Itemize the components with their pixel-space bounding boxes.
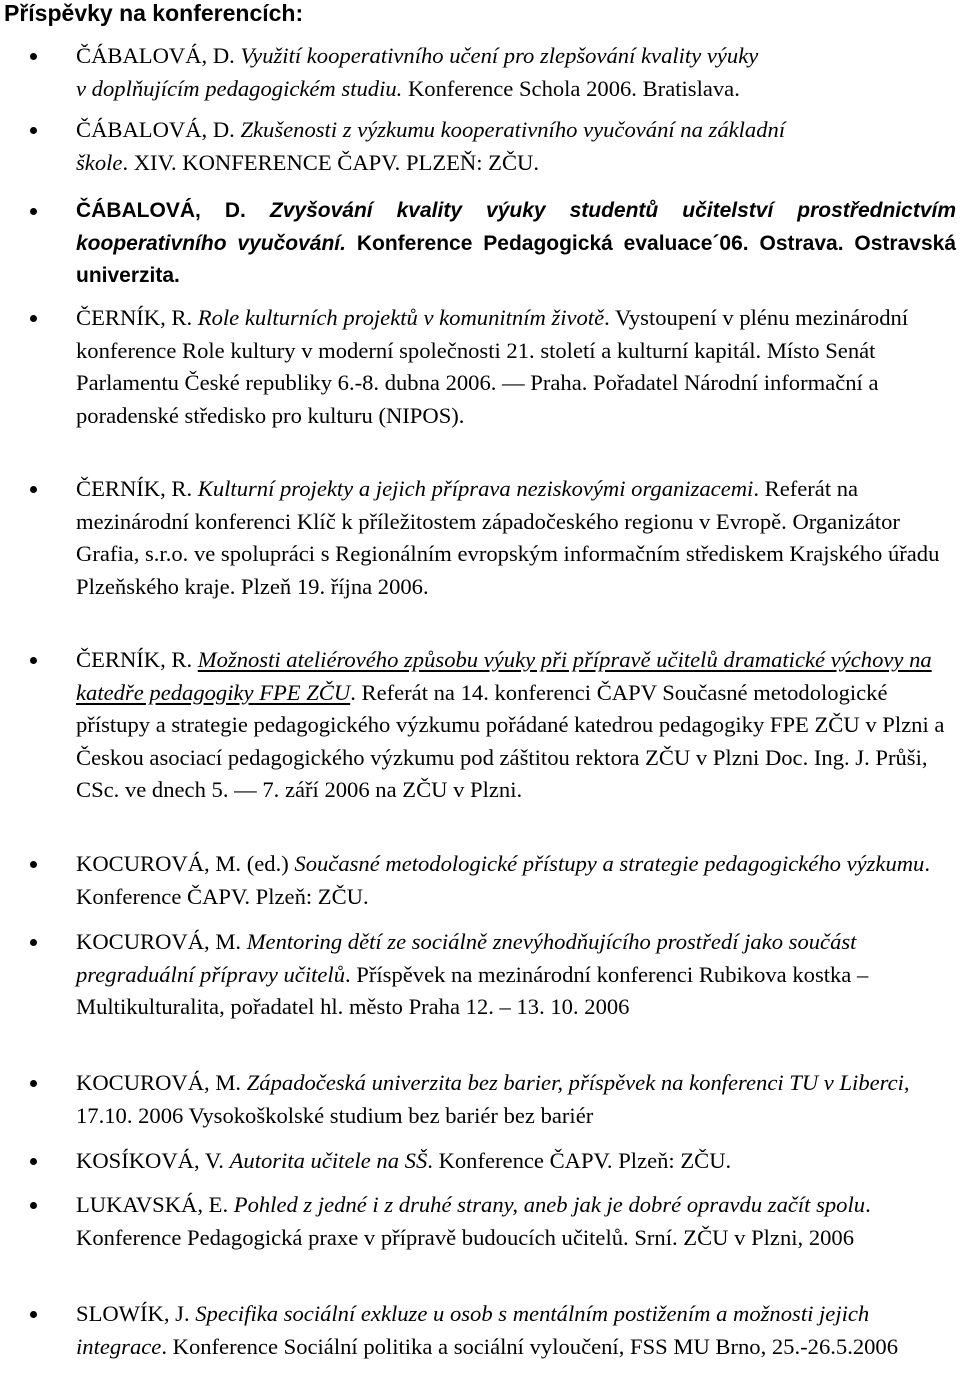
entry-title: Kulturní projekty a jejich příprava neziskovými organizacemi [197,476,754,501]
entry-author: KOCUROVÁ, M. (ed.) [76,851,289,876]
list-item [76,40,956,105]
entry-details: Konference Pedagogická evaluace´06. Ostrava. Ostravská univerzita. [76,231,956,288]
list-item [76,114,956,179]
bullet-icon [30,1202,37,1209]
bullet-icon [30,315,37,322]
entry-author: KOCUROVÁ, M. [76,1070,242,1095]
entry-title: Západočeská univerzita bez barier, příspěvek na konferenci TU v Liberci [246,1070,904,1095]
entry-details: . Referát na 14. konferenci ČAPV Současné metodologické přístupy a strategie pedagogického výzkumu pořádané katedrou pedagogiky FPE ZČU v Plzni a Českou asociací pedagogického výzkumu pod záštitou rektora ZČU v Plzni Doc. Ing. J. Průši, CSc. ve dnech 5. ― 7. září 2006 na ZČU v Plzni. [76,679,945,803]
entry-details: . XIV. KONFERENCE ČAPV. PLZEŇ: ZČU. [122,149,539,175]
entry-details: . Vystoupení v plénu mezinárodní konference Role kultury v moderní společnosti 21. století a kulturní kapitál. Místo Senát Parlamentu České republiky 6.-8. dubna 2006. ― Praha. Pořadatel Národní informační a poradenské středisko pro kulturu (NIPOS). [76,305,909,428]
entry-author: ČERNÍK, R. [76,476,193,501]
bullet-icon [30,939,37,946]
page-title: Příspěvky na konferencích: [4,0,304,26]
entry-title: Mentoring dětí ze sociálně znevýhodňujícího prostředí jako součást pregraduální přípravy učitelů [76,929,857,987]
entry-details: . Konference Sociální politika a sociální vyloučení, FSS MU Brno, 25.-26.5.2006 [161,1333,899,1359]
bullet-icon [30,861,37,868]
list-item [76,302,956,432]
list-item [76,1298,956,1363]
entry-author: ČERNÍK, R. [76,305,193,330]
bullet-icon [30,1311,37,1318]
entry-title: Zkušenosti z výzkumu kooperativního vyučování na základní [240,117,786,142]
entry-author: LUKAVSKÁ, E. [76,1192,229,1217]
bullet-icon [30,208,37,215]
entry-author: SLOWÍK, J. [76,1301,190,1326]
entry-title: Pohled z jedné i z druhé strany, aneb jak je dobré opravdu začít spolu [233,1192,866,1217]
entry-author: KOSÍKOVÁ, V. [76,1148,224,1173]
list-item [76,848,956,913]
bullet-icon [30,1080,37,1087]
entry-details: . Konference Pedagogická praxe v přípravě budoucích učitelů. Srní. ZČU v Plzni, 2006 [76,1192,871,1250]
list-item [76,926,956,1024]
entry-author: ČÁBALOVÁ, D. [76,117,235,142]
entry-title: Zvyšování kvality výuky studentů učitelství prostřednictvím kooperativního vyučování. [76,199,957,255]
bullet-icon [30,486,37,493]
entry-title: Současné metodologické přístupy a strategie pedagogického výzkumu [294,851,925,876]
entry-title: Specifika sociální exkluze u osob s mentálním postižením a možnosti jejich integrace [76,1301,870,1359]
entry-details: Konference Schola 2006. Bratislava. [407,75,740,101]
list-item [76,1145,956,1178]
list-item [76,473,956,603]
entry-details: . Referát na mezinárodní konferenci Klíč k příležitostem západočeského regionu v Evropě. Organizátor Grafia, s.r.o. ve spolupráci s Regionálním evropským informačním střediskem Krajského úřadu Plzeňského kraje. Plzeň 19. října 2006. [76,476,940,599]
entry-author: ČÁBALOVÁ, D. [76,199,246,222]
entry-details: . Konference ČAPV. Plzeň: ZČU. [76,851,931,909]
entry-title: Využití kooperativního učení pro zlepšování kvality výuky [240,43,759,68]
entry-title: Autorita učitele na SŠ [229,1148,428,1173]
entry-author: ČÁBALOVÁ, D. [76,43,235,68]
entry-author: ČERNÍK, R. [76,647,193,672]
list-item [76,1067,956,1132]
bullet-icon [30,53,37,60]
bullet-icon [30,1158,37,1165]
entry-title-continued: škole [76,149,123,175]
list-item [76,1189,956,1254]
entry-author: KOCUROVÁ, M. [76,929,242,954]
entry-details: , 17.10. 2006 Vysokoškolské studium bez bariér bez bariér [76,1070,910,1128]
bullet-icon [30,657,37,664]
entry-details: . Příspěvek na mezinárodní konferenci Rubikova kostka – Multikulturalita, pořadatel hl. město Praha 12. – 13. 10. 2006 [76,961,869,1020]
entry-title: Možnosti ateliérového způsobu výuky při přípravě učitelů dramatické výchovy na katedře pedagogiky FPE ZČU [76,647,932,705]
entry-title: Role kulturních projektů v komunitním životě [197,305,605,330]
list-item [76,195,956,293]
entry-details: . Konference ČAPV. Plzeň: ZČU. [427,1148,732,1173]
list-item [76,644,956,807]
entry-title-continued: v doplňujícím pedagogickém studiu. [76,75,403,101]
bullet-icon [30,127,37,134]
